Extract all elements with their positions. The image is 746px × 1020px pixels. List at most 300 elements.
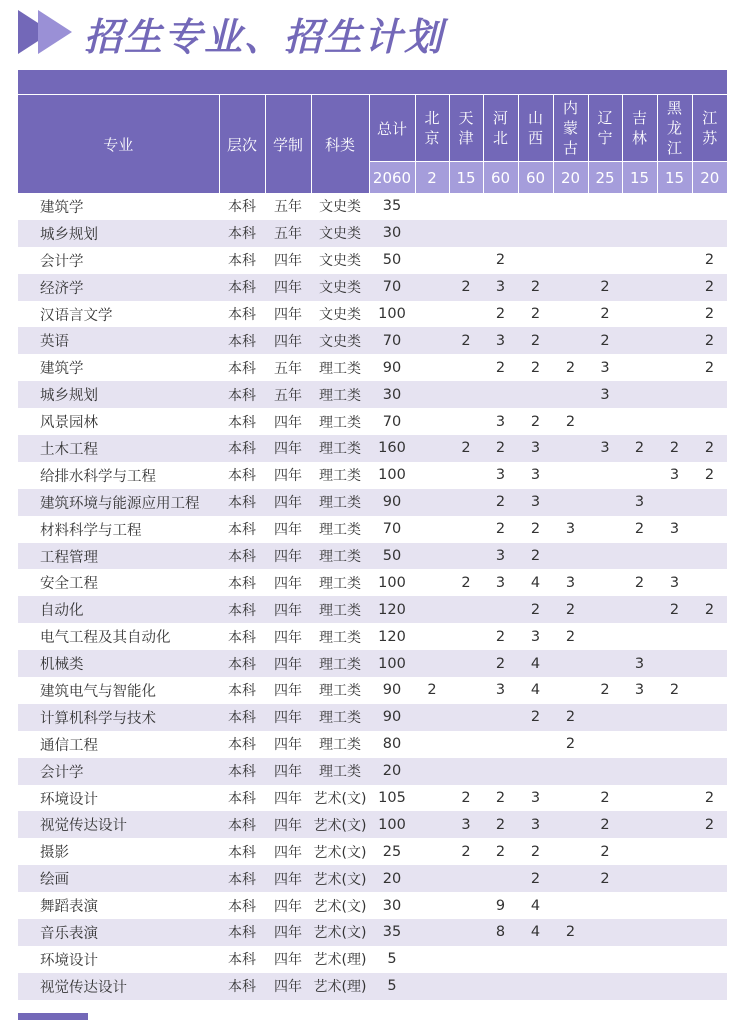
cell-total: 100 — [378, 574, 406, 591]
cell-province-quota: 2 — [600, 306, 610, 322]
cell-province-quota: 2 — [530, 413, 541, 430]
table-row — [18, 301, 727, 328]
cell-province-quota — [449, 677, 483, 704]
cell-province-quota — [415, 543, 449, 570]
cell-province-quota: 2 — [634, 574, 645, 591]
cell-province-quota: 2 — [449, 435, 483, 462]
cell-province-quota — [657, 381, 692, 408]
cell-duration: 四年 — [274, 683, 302, 700]
cell-level: 本科 — [228, 629, 256, 646]
table-row — [18, 354, 727, 381]
header-province: 江 苏 — [692, 95, 727, 162]
cell-duration: 五年 — [265, 220, 311, 247]
cell-province-quota — [483, 193, 518, 220]
cell-province-quota — [449, 301, 483, 328]
cell-province-quota: 2 — [530, 843, 541, 860]
cell-category: 艺术(文) — [313, 844, 367, 861]
header-province: 辽 宁 — [588, 95, 622, 162]
table-row — [18, 435, 727, 462]
cell-province-quota: 2 — [657, 596, 692, 623]
cell-province-quota: 2 — [495, 306, 506, 322]
cell-total: 100 — [369, 650, 415, 677]
cell-total: 20 — [369, 865, 415, 892]
cell-province-quota — [415, 785, 449, 812]
cell-province-quota — [415, 892, 449, 919]
cell-total: 70 — [369, 327, 415, 354]
cell-major: 安全工程 — [40, 576, 98, 593]
cell-province-quota — [449, 865, 483, 892]
cell-province-quota — [657, 354, 692, 381]
province-total: 20 — [553, 162, 588, 194]
cell-province-quota — [692, 946, 727, 973]
cell-province-quota — [449, 731, 483, 758]
cell-province-quota: 3 — [449, 811, 483, 838]
cell-total: 20 — [369, 758, 415, 785]
table-row — [18, 516, 727, 543]
cell-province-quota: 2 — [461, 790, 471, 807]
cell-major: 自动化 — [18, 596, 219, 623]
cell-province-quota — [518, 946, 553, 973]
cell-province-quota — [449, 704, 483, 731]
cell-province-quota — [588, 516, 622, 543]
cell-province-quota — [692, 758, 727, 785]
cell-province-quota — [692, 865, 727, 892]
cell-province-quota: 3 — [565, 574, 576, 591]
cell-province-quota — [692, 704, 727, 731]
cell-province-quota — [553, 220, 588, 247]
cell-province-quota — [553, 274, 588, 301]
cell-province-quota — [622, 811, 657, 838]
cell-category: 理工类 — [319, 683, 361, 700]
cell-province-quota: 2 — [565, 413, 576, 430]
header-province: 内 蒙 古 — [553, 95, 588, 162]
cell-province-quota — [483, 731, 518, 758]
cell-province-quota — [553, 543, 588, 570]
header-major: 专业 — [18, 95, 219, 193]
header-province: 北 京 — [415, 95, 449, 162]
cell-province-quota — [415, 569, 449, 596]
cell-province-quota — [449, 973, 483, 1000]
cell-province-quota — [588, 220, 622, 247]
cell-total: 160 — [369, 435, 415, 462]
cell-category: 艺术(文) — [313, 898, 367, 915]
cell-province-quota: 2 — [692, 435, 727, 462]
cell-province-quota: 2 — [495, 790, 506, 807]
cell-province-quota: 2 — [657, 435, 692, 462]
table-row — [18, 892, 727, 919]
province-total: 60 — [518, 162, 553, 194]
table-row — [18, 543, 727, 570]
cell-province-quota — [657, 758, 692, 785]
cell-province-quota — [622, 193, 657, 220]
cell-province-quota: 2 — [461, 574, 471, 591]
cell-province-quota — [518, 758, 553, 785]
table-row — [18, 193, 727, 220]
cell-category: 理工类 — [311, 650, 369, 677]
cell-total: 30 — [369, 381, 415, 408]
cell-province-quota: 3 — [495, 574, 506, 591]
table-row — [18, 462, 727, 489]
cell-province-quota — [553, 301, 588, 328]
cell-province-quota — [415, 516, 449, 543]
cell-duration: 四年 — [274, 952, 302, 969]
cell-province-quota: 2 — [600, 790, 610, 807]
cell-province-quota: 3 — [588, 435, 622, 462]
cell-province-quota — [415, 758, 449, 785]
cell-province-quota — [622, 301, 657, 328]
cell-major: 舞蹈表演 — [40, 899, 98, 916]
cell-province-quota — [692, 193, 727, 220]
cell-province-quota: 2 — [553, 704, 588, 731]
cell-duration: 四年 — [265, 758, 311, 785]
cell-province-quota — [553, 650, 588, 677]
cell-province-quota — [657, 220, 692, 247]
cell-total: 5 — [369, 973, 415, 1000]
cell-province-quota — [449, 543, 483, 570]
cell-province-quota — [415, 919, 449, 946]
cell-duration: 四年 — [265, 274, 311, 301]
cell-province-quota: 3 — [669, 467, 680, 484]
cell-province-quota: 2 — [622, 435, 657, 462]
cell-province-quota — [553, 327, 588, 354]
cell-duration: 五年 — [274, 199, 302, 216]
cell-level: 本科 — [228, 360, 256, 377]
cell-total: 120 — [369, 596, 415, 623]
cell-province-quota: 2 — [600, 682, 610, 699]
cell-major: 英语 — [18, 327, 219, 354]
cell-province-quota: 2 — [449, 327, 483, 354]
cell-province-quota — [553, 247, 588, 274]
enrollment-table-container — [18, 70, 727, 1000]
section-header — [0, 0, 746, 62]
cell-province-quota — [692, 516, 727, 543]
cell-province-quota: 3 — [622, 650, 657, 677]
header-duration: 学制 — [265, 95, 311, 193]
cell-province-quota — [553, 489, 588, 516]
table-row — [18, 811, 727, 838]
cell-total: 50 — [369, 543, 415, 570]
cell-province-quota: 3 — [622, 489, 657, 516]
page-title: 招生专业、招生计划 — [84, 15, 445, 59]
cell-category: 文史类 — [311, 274, 369, 301]
cell-major: 会计学 — [40, 253, 84, 270]
cell-province-quota — [588, 489, 622, 516]
cell-major: 环境设计 — [40, 952, 98, 969]
cell-province-quota — [415, 489, 449, 516]
cell-category: 理工类 — [311, 489, 369, 516]
cell-province-quota: 3 — [518, 489, 553, 516]
cell-province-quota: 4 — [530, 682, 541, 699]
cell-major: 工程管理 — [18, 543, 219, 570]
cell-category: 文史类 — [319, 199, 361, 216]
cell-province-quota — [483, 758, 518, 785]
cell-province-quota: 3 — [518, 811, 553, 838]
cell-province-quota — [483, 381, 518, 408]
cell-province-quota: 2 — [483, 435, 518, 462]
cell-province-quota — [622, 220, 657, 247]
cell-level: 本科 — [219, 865, 265, 892]
cell-category: 艺术(理) — [311, 973, 369, 1000]
cell-province-quota — [588, 623, 622, 650]
cell-province-quota: 2 — [518, 865, 553, 892]
cell-category: 理工类 — [319, 360, 361, 377]
cell-province-quota — [415, 838, 449, 865]
cell-province-quota — [657, 623, 692, 650]
cell-province-quota — [415, 811, 449, 838]
cell-category: 艺术(文) — [313, 791, 367, 808]
cell-province-quota: 4 — [518, 650, 553, 677]
cell-province-quota — [622, 758, 657, 785]
cell-level: 本科 — [219, 811, 265, 838]
cell-province-quota: 2 — [461, 843, 471, 860]
cell-province-quota — [449, 919, 483, 946]
table-row — [18, 327, 727, 354]
cell-province-quota: 2 — [704, 306, 715, 322]
cell-province-quota — [553, 758, 588, 785]
cell-total: 70 — [382, 413, 402, 430]
cell-major: 城乡规划 — [18, 220, 219, 247]
cell-province-quota — [518, 220, 553, 247]
cell-major: 风景园林 — [40, 415, 98, 432]
cell-province-quota: 2 — [427, 682, 437, 699]
cell-category: 文史类 — [319, 307, 361, 323]
cell-category: 艺术(文) — [311, 865, 369, 892]
cell-major: 会计学 — [18, 758, 219, 785]
cell-province-quota: 3 — [634, 682, 645, 699]
table-row — [18, 865, 727, 892]
cell-level: 本科 — [219, 758, 265, 785]
cell-province-quota — [518, 381, 553, 408]
cell-province-quota — [449, 516, 483, 543]
cell-total: 35 — [382, 198, 402, 215]
cell-province-quota — [553, 462, 588, 489]
cell-province-quota — [622, 785, 657, 812]
cell-province-quota — [692, 919, 727, 946]
cell-province-quota — [553, 946, 588, 973]
cell-province-quota: 2 — [553, 919, 588, 946]
cell-province-quota — [588, 569, 622, 596]
cell-province-quota — [657, 274, 692, 301]
cell-total: 120 — [378, 628, 406, 645]
cell-duration: 四年 — [274, 575, 302, 592]
cell-duration: 四年 — [274, 253, 302, 270]
cell-province-quota — [483, 865, 518, 892]
cell-province-quota — [588, 462, 622, 489]
cell-total: 100 — [378, 467, 406, 484]
cell-province-quota: 2 — [565, 359, 576, 376]
cell-province-quota — [415, 354, 449, 381]
cell-province-quota — [518, 193, 553, 220]
cell-province-quota — [588, 919, 622, 946]
table-row — [18, 731, 727, 758]
cell-level: 本科 — [228, 468, 256, 485]
cell-level: 本科 — [228, 253, 256, 270]
province-total: 15 — [622, 162, 657, 194]
cell-province-quota — [588, 650, 622, 677]
cell-duration: 四年 — [265, 704, 311, 731]
cell-province-quota: 3 — [518, 435, 553, 462]
cell-province-quota — [622, 865, 657, 892]
cell-level: 本科 — [219, 973, 265, 1000]
cell-level: 本科 — [228, 414, 256, 431]
cell-province-quota — [657, 973, 692, 1000]
cell-level: 本科 — [219, 381, 265, 408]
cell-province-quota — [657, 408, 692, 435]
cell-province-quota — [657, 865, 692, 892]
cell-category: 理工类 — [319, 468, 361, 485]
table-row — [18, 650, 727, 677]
cell-province-quota — [692, 220, 727, 247]
cell-major: 电气工程及其自动化 — [40, 630, 171, 647]
cell-province-quota — [449, 381, 483, 408]
cell-province-quota: 2 — [518, 596, 553, 623]
header-province: 黑 龙 江 — [657, 95, 692, 162]
cell-province-quota — [622, 274, 657, 301]
table-row — [18, 838, 727, 865]
province-total: 2 — [415, 162, 449, 194]
cell-province-quota: 2 — [565, 736, 576, 753]
cell-total: 50 — [382, 252, 402, 269]
grand-total: 2060 — [369, 162, 415, 194]
cell-level: 本科 — [219, 327, 265, 354]
cell-province-quota — [692, 381, 727, 408]
province-total: 15 — [657, 162, 692, 194]
cell-province-quota — [692, 731, 727, 758]
cell-major: 经济学 — [18, 274, 219, 301]
cell-province-quota: 2 — [495, 252, 506, 269]
cell-province-quota — [692, 838, 727, 865]
cell-duration: 四年 — [265, 650, 311, 677]
cell-province-quota: 2 — [530, 521, 541, 538]
cell-province-quota — [692, 569, 727, 596]
header-province: 山 西 — [518, 95, 553, 162]
province-total: 60 — [483, 162, 518, 194]
enrollment-table — [18, 95, 727, 1000]
cell-level: 本科 — [219, 220, 265, 247]
cell-province-quota — [415, 731, 449, 758]
cell-category: 理工类 — [311, 704, 369, 731]
cell-province-quota: 3 — [495, 413, 506, 430]
cell-province-quota — [622, 596, 657, 623]
cell-total: 80 — [382, 736, 402, 753]
cell-province-quota — [415, 381, 449, 408]
table-row — [18, 677, 727, 704]
cell-province-quota — [483, 596, 518, 623]
cell-province-quota — [588, 973, 622, 1000]
cell-major: 通信工程 — [40, 737, 98, 754]
header-category: 科类 — [311, 95, 369, 193]
cell-province-quota: 2 — [588, 811, 622, 838]
cell-province-quota — [692, 973, 727, 1000]
cell-level: 本科 — [228, 575, 256, 592]
cell-province-quota — [622, 623, 657, 650]
cell-duration: 四年 — [265, 327, 311, 354]
cell-province-quota — [553, 381, 588, 408]
cell-level: 本科 — [228, 522, 256, 539]
cell-category: 理工类 — [311, 596, 369, 623]
cell-province-quota — [483, 704, 518, 731]
cell-province-quota — [449, 220, 483, 247]
cell-duration: 四年 — [274, 468, 302, 485]
cell-category: 理工类 — [311, 435, 369, 462]
cell-total: 25 — [382, 843, 402, 860]
cell-province-quota — [449, 462, 483, 489]
cell-category: 理工类 — [311, 543, 369, 570]
cell-category: 文史类 — [311, 220, 369, 247]
cell-province-quota — [449, 354, 483, 381]
cell-province-quota — [415, 946, 449, 973]
cell-category: 艺术(文) — [311, 919, 369, 946]
table-row — [18, 946, 727, 973]
cell-province-quota — [415, 650, 449, 677]
cell-province-quota — [449, 650, 483, 677]
table-row — [18, 408, 727, 435]
cell-province-quota — [415, 327, 449, 354]
cell-province-quota — [657, 327, 692, 354]
cell-duration: 四年 — [274, 522, 302, 539]
cell-province-quota: 3 — [530, 790, 541, 807]
cell-level: 本科 — [228, 898, 256, 915]
cell-province-quota — [657, 301, 692, 328]
cell-province-quota — [415, 704, 449, 731]
cell-province-quota: 2 — [669, 682, 680, 699]
cell-province-quota: 3 — [588, 381, 622, 408]
cell-province-quota — [553, 193, 588, 220]
cell-province-quota: 2 — [588, 274, 622, 301]
cell-province-quota: 2 — [495, 521, 506, 538]
cell-major: 环境设计 — [40, 791, 98, 808]
cell-level: 本科 — [219, 274, 265, 301]
cell-province-quota — [657, 193, 692, 220]
cell-total: 5 — [387, 951, 397, 968]
cell-duration: 四年 — [265, 919, 311, 946]
cell-major: 视觉传达设计 — [18, 811, 219, 838]
cell-duration: 五年 — [274, 360, 302, 377]
cell-category: 理工类 — [319, 575, 361, 592]
cell-province-quota: 2 — [518, 704, 553, 731]
table-row — [18, 596, 727, 623]
cell-province-quota — [588, 193, 622, 220]
cell-total: 35 — [369, 919, 415, 946]
table-row — [18, 973, 727, 1000]
cell-province-quota — [553, 838, 588, 865]
cell-province-quota — [483, 973, 518, 1000]
cell-province-quota — [657, 247, 692, 274]
cell-province-quota — [692, 623, 727, 650]
header-province: 吉 林 — [622, 95, 657, 162]
cell-province-quota: 3 — [495, 682, 506, 699]
cell-category: 理工类 — [319, 737, 361, 754]
cell-province-quota — [657, 785, 692, 812]
table-row — [18, 704, 727, 731]
cell-province-quota — [449, 892, 483, 919]
table-row — [18, 489, 727, 516]
cell-duration: 四年 — [265, 489, 311, 516]
cell-province-quota — [553, 811, 588, 838]
table-row — [18, 220, 727, 247]
cell-province-quota — [415, 865, 449, 892]
cell-province-quota: 2 — [530, 359, 541, 376]
cell-province-quota — [483, 220, 518, 247]
table-top-strip — [18, 70, 727, 95]
cell-province-quota — [449, 758, 483, 785]
cell-province-quota — [415, 973, 449, 1000]
cell-category: 理工类 — [319, 629, 361, 646]
cell-level: 本科 — [228, 952, 256, 969]
cell-province-quota: 2 — [588, 865, 622, 892]
cell-province-quota — [622, 892, 657, 919]
cell-major: 音乐表演 — [18, 919, 219, 946]
